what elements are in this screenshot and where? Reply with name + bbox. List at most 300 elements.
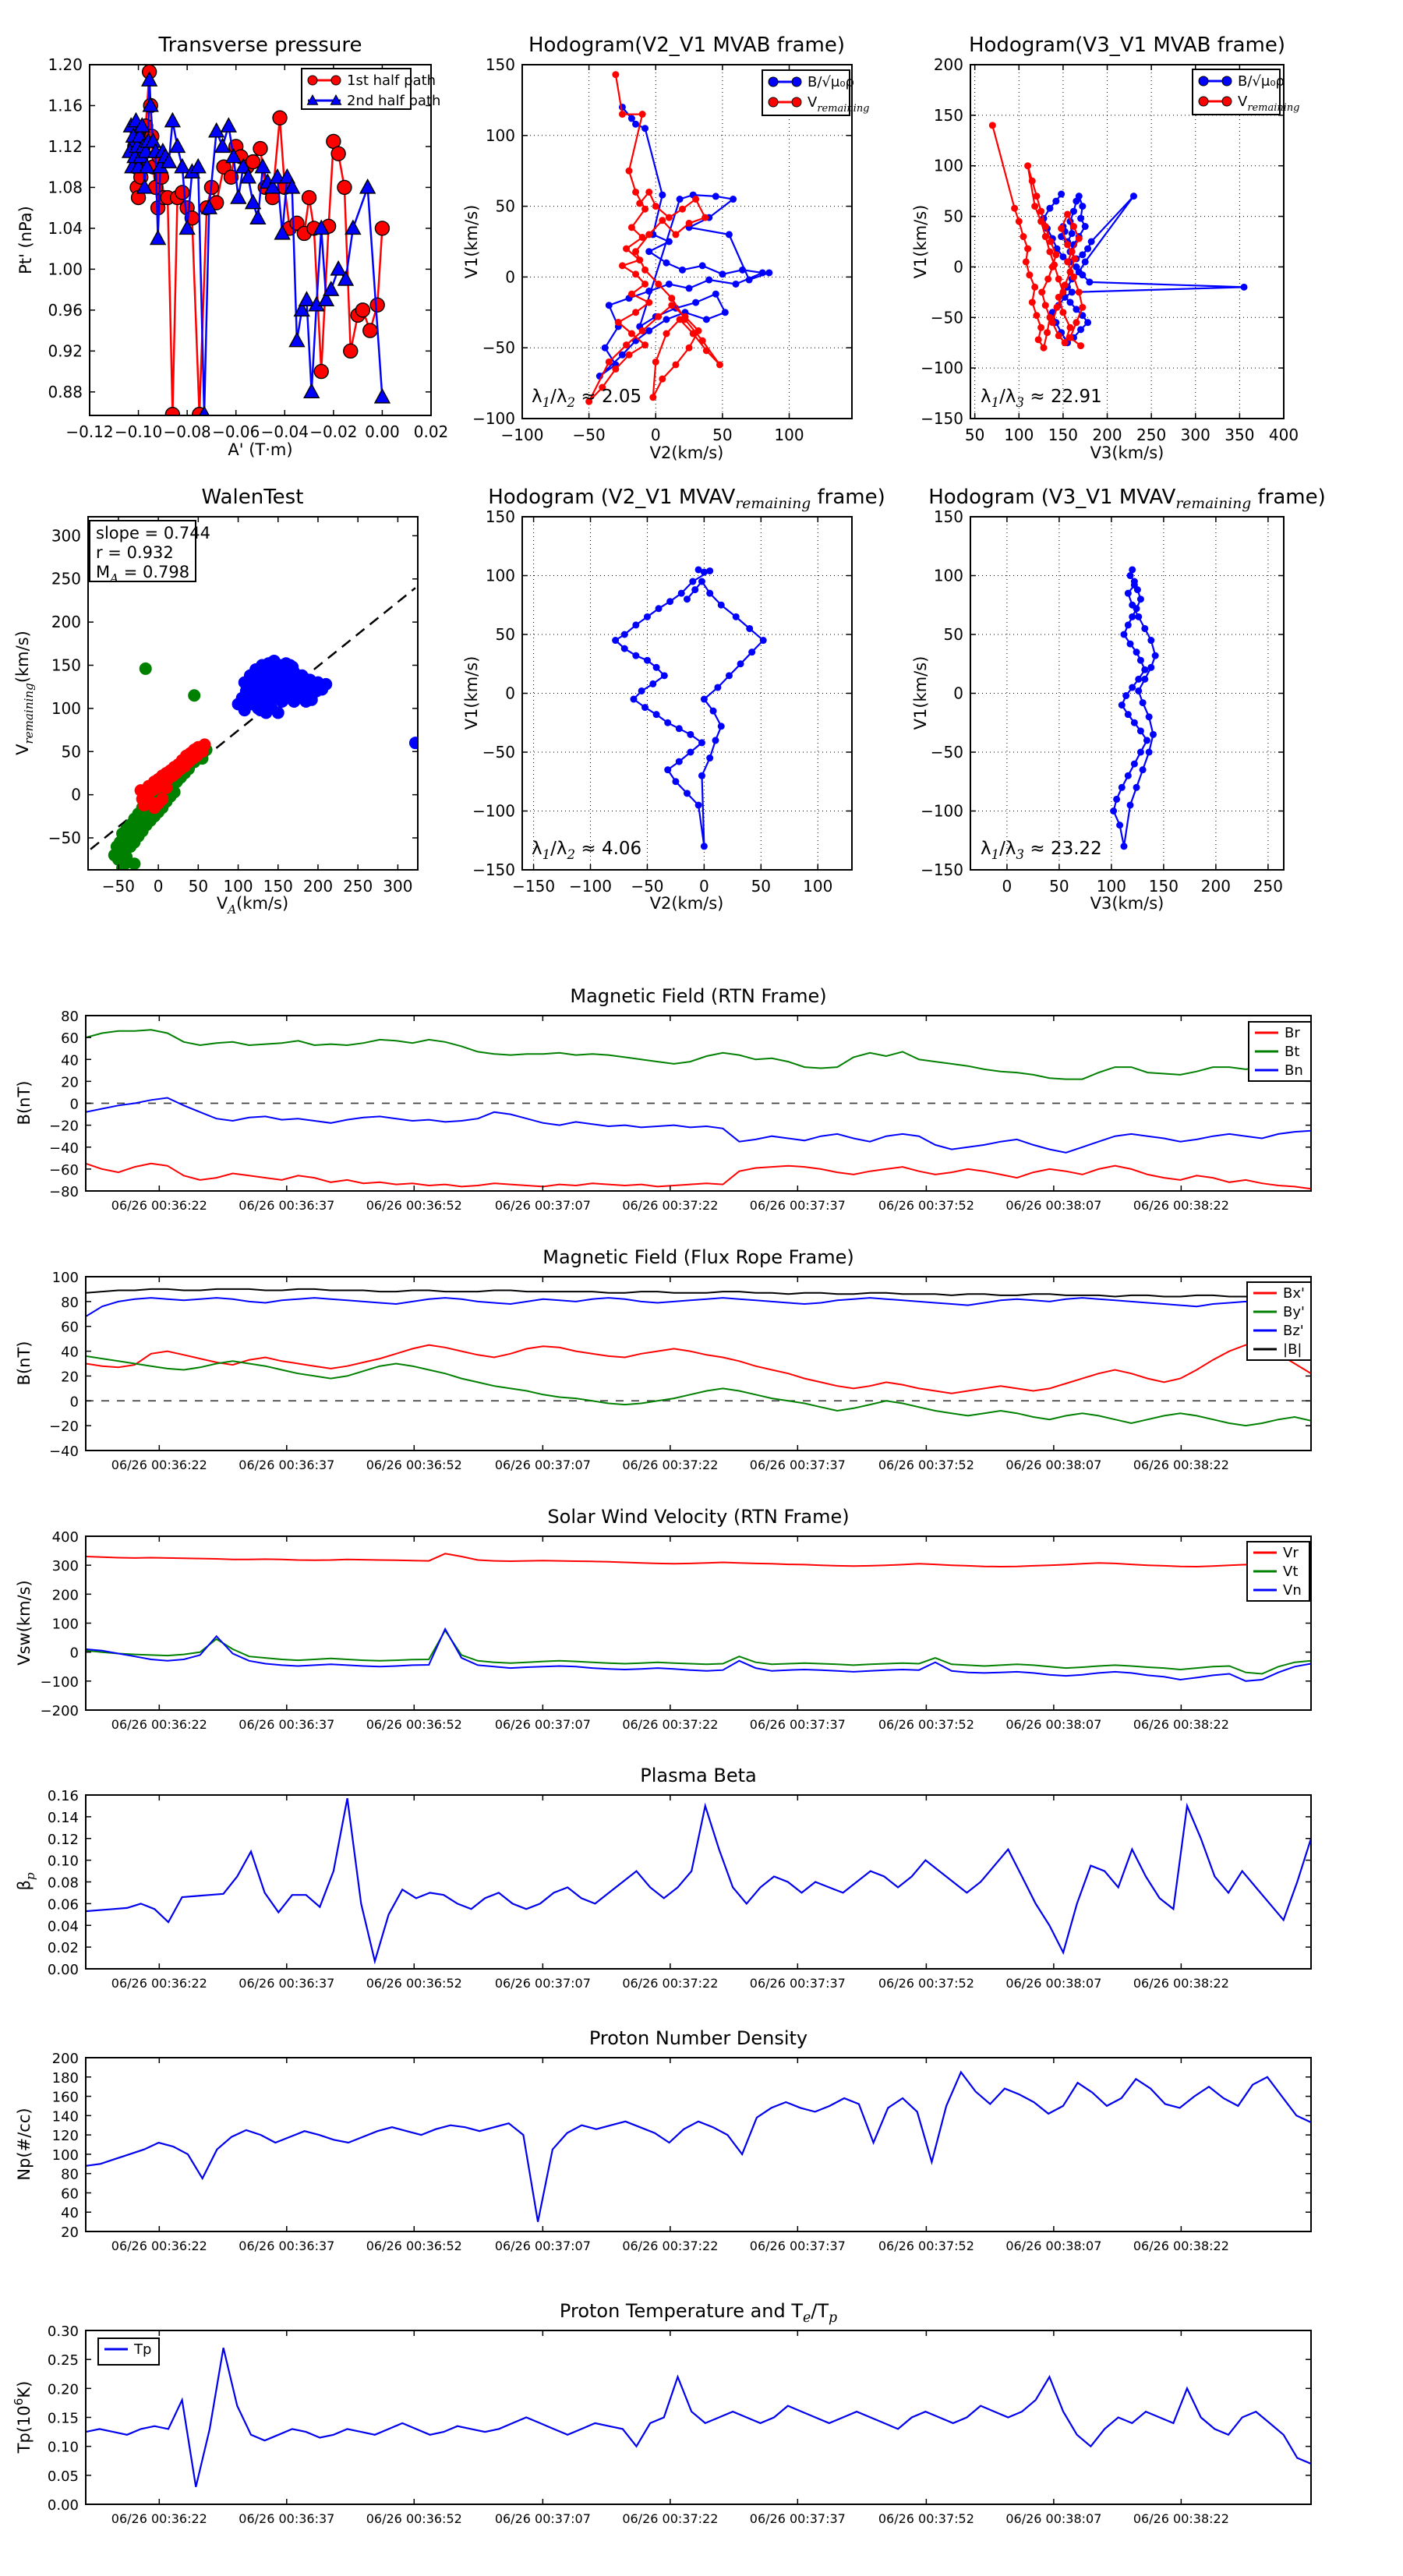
marker-dot <box>656 605 663 612</box>
point-blue-points <box>409 737 422 749</box>
marker-dot <box>672 231 679 238</box>
marker-dot <box>663 260 670 267</box>
y-tick-label: 50 <box>495 625 515 644</box>
y-tick-label: 300 <box>51 526 81 546</box>
series-group <box>86 1030 1311 1189</box>
marker-dot <box>699 337 706 345</box>
marker-triangle <box>170 139 185 153</box>
marker-dot <box>619 262 626 269</box>
legend-marker <box>1199 97 1208 106</box>
y-tick-label: 0.00 <box>47 2497 79 2514</box>
marker-dot <box>706 590 713 597</box>
marker-dot <box>1042 302 1049 309</box>
marker-dot <box>641 206 648 213</box>
point-blue-points <box>306 694 318 706</box>
x-tick-label: 06/26 00:37:52 <box>878 1976 974 1991</box>
plot-border <box>522 517 852 870</box>
y-tick-label: 140 <box>51 2108 79 2125</box>
marker-dot <box>655 313 662 320</box>
marker-dot <box>632 189 639 196</box>
y-tick-label: 0.12 <box>47 1831 79 1848</box>
y-tick-label: 0.96 <box>48 300 83 320</box>
marker-dot <box>701 696 708 703</box>
plot-border <box>86 2058 1311 2231</box>
marker-dot <box>765 269 772 276</box>
y-tick-label: 60 <box>61 2186 79 2203</box>
marker-dot <box>714 684 721 691</box>
marker-dot <box>1125 621 1132 628</box>
legend-marker <box>1222 76 1232 86</box>
x-tick-label: 0 <box>650 426 661 444</box>
y-tick-label: 0.20 <box>47 2381 79 2398</box>
panel-p6 <box>911 486 1326 913</box>
y-tick-label: 0.02 <box>47 1940 79 1957</box>
marker-triangle <box>304 384 319 398</box>
y-tick-label: 1.16 <box>48 96 83 115</box>
y-tick-label: −50 <box>482 338 515 358</box>
ticks <box>86 1795 1311 1969</box>
marker-dot <box>1044 329 1051 336</box>
marker-dot <box>644 613 651 620</box>
marker-circle <box>370 298 384 312</box>
marker-dot <box>1135 687 1142 694</box>
marker-dot <box>1038 288 1045 295</box>
x-tick-label: 06/26 00:38:22 <box>1133 1198 1229 1213</box>
marker-dot <box>676 725 683 732</box>
marker-dot <box>1029 299 1036 306</box>
marker-dot <box>1042 233 1049 240</box>
y-tick-label: −50 <box>482 743 515 761</box>
marker-dot <box>1141 666 1148 673</box>
marker-circle <box>344 344 358 358</box>
marker-triangle <box>165 113 180 127</box>
x-tick-label: 06/26 00:37:22 <box>622 2239 719 2253</box>
series-group <box>612 566 767 850</box>
marker-dot <box>630 696 637 703</box>
marker-dot <box>1146 749 1153 756</box>
marker-dot <box>1037 208 1044 215</box>
marker-dot <box>1016 218 1023 225</box>
y-tick-label: 120 <box>51 2128 79 2145</box>
y-tick-label: 50 <box>943 207 963 226</box>
y-tick-label: 20 <box>61 2224 79 2241</box>
legend-label: Bx' <box>1283 1285 1305 1302</box>
x-axis-label: $V_A(km/s)$ <box>216 894 289 917</box>
marker-dot <box>737 660 744 667</box>
marker-dot <box>1147 637 1154 644</box>
marker-dot <box>623 246 630 253</box>
y-tick-label: 0.92 <box>48 341 83 361</box>
point-green-points <box>140 663 152 675</box>
y-tick-label: 0.10 <box>47 1853 79 1870</box>
panel-p5 <box>462 486 885 913</box>
x-tick-label: −100 <box>569 877 612 896</box>
x-tick-label: 0 <box>1002 877 1012 896</box>
marker-circle <box>363 323 377 337</box>
y-tick-label: −80 <box>49 1184 79 1200</box>
y-tick-label: 250 <box>51 569 81 588</box>
marker-triangle <box>215 139 230 153</box>
marker-dot <box>1031 284 1038 291</box>
marker-dot <box>1082 258 1089 265</box>
marker-dot <box>1058 225 1065 232</box>
marker-dot <box>1055 294 1062 301</box>
x-tick-label: 200 <box>1200 877 1231 896</box>
marker-dot <box>645 288 652 295</box>
y-axis-label: Pt' (nPa) <box>16 206 35 274</box>
x-tick-label: −0.10 <box>114 422 163 441</box>
marker-dot <box>602 345 609 352</box>
marker-dot <box>639 111 646 118</box>
marker-dot <box>619 111 626 118</box>
marker-dot <box>1069 288 1076 295</box>
legend-label: Bt <box>1285 1044 1300 1060</box>
marker-dot <box>1119 701 1126 708</box>
marker-dot <box>668 295 675 302</box>
x-tick-label: 06/26 00:38:07 <box>1005 1976 1102 1991</box>
marker-dot <box>726 231 733 238</box>
x-tick-label: 06/26 00:37:52 <box>878 1717 974 1732</box>
y-tick-label: 0 <box>71 785 81 804</box>
x-tick-label: 100 <box>803 877 833 896</box>
x-tick-label: 06/26 00:36:52 <box>366 1458 462 1472</box>
marker-dot <box>1127 801 1134 808</box>
y-tick-label: −20 <box>49 1419 79 1436</box>
y-tick-label: 0.06 <box>47 1896 79 1913</box>
legend-label: B/√μ₀ρ <box>808 74 854 90</box>
x-tick-label: 06/26 00:36:52 <box>366 1198 462 1213</box>
marker-dot <box>663 330 670 337</box>
x-axis-label: V3(km/s) <box>1090 443 1164 462</box>
marker-dot <box>655 281 662 288</box>
marker-dot <box>739 267 746 274</box>
ticks <box>970 65 1284 419</box>
marker-dot <box>1070 208 1077 215</box>
annotation: $\lambda_1/\lambda_2 \approx 4.06$ <box>532 839 642 862</box>
x-tick-label: 06/26 00:36:37 <box>239 1717 335 1732</box>
marker-dot <box>1129 613 1136 620</box>
series-Vn <box>86 1629 1311 1681</box>
y-tick-label: 50 <box>495 196 515 216</box>
stats-line: $M_A = 0.798$ <box>96 563 190 585</box>
y-tick-label: 50 <box>943 625 963 644</box>
x-tick-label: 06/26 00:37:52 <box>878 2511 974 2526</box>
y-tick-label: 100 <box>51 1270 79 1286</box>
legend-label: Bn <box>1285 1062 1303 1079</box>
point-blue-points <box>320 678 332 691</box>
y-tick-label: −150 <box>472 860 515 879</box>
marker-dot <box>702 214 709 221</box>
marker-circle <box>331 147 345 161</box>
x-tick-label: 06/26 00:36:22 <box>111 1458 207 1472</box>
marker-dot <box>695 801 702 808</box>
y-tick-label: −150 <box>921 409 963 428</box>
legend-label: 1st half path <box>347 72 436 89</box>
marker-dot <box>1073 263 1080 270</box>
y-tick-label: 100 <box>485 566 515 585</box>
marker-dot <box>1029 178 1036 185</box>
marker-dot <box>1062 339 1069 346</box>
x-tick-label: 06/26 00:38:22 <box>1133 1458 1229 1472</box>
series-V2-V1-walk <box>616 570 764 846</box>
marker-dot <box>686 284 693 292</box>
x-tick-label: 0.00 <box>365 422 400 441</box>
marker-dot <box>1143 737 1150 744</box>
x-tick-label: 06/26 00:37:37 <box>749 1458 846 1472</box>
marker-dot <box>1073 306 1080 313</box>
marker-dot <box>628 115 635 122</box>
plot-border <box>86 1536 1311 1710</box>
annotation: $\lambda_1/\lambda_3 \approx 22.91$ <box>981 387 1102 410</box>
legend <box>1249 1022 1311 1081</box>
marker-dot <box>612 71 619 78</box>
marker-dot <box>698 578 705 585</box>
marker-dot <box>1147 664 1154 671</box>
y-axis-label: Np(#/cc) <box>15 2108 34 2181</box>
panel-ts6 <box>12 2300 1311 2526</box>
x-tick-label: 50 <box>712 426 733 444</box>
marker-dot <box>687 731 694 738</box>
x-tick-label: 06/26 00:37:22 <box>622 1198 719 1213</box>
marker-dot <box>1076 235 1083 242</box>
x-tick-label: 06/26 00:37:22 <box>622 2511 719 2526</box>
marker-dot <box>1152 652 1159 659</box>
marker-dot <box>1077 215 1084 222</box>
marker-dot <box>1073 319 1080 326</box>
x-tick-label: 06/26 00:37:22 <box>622 1717 719 1732</box>
marker-dot <box>679 206 686 213</box>
marker-triangle <box>221 118 236 133</box>
y-tick-label: 0.25 <box>47 2352 79 2369</box>
marker-dot <box>1051 261 1058 268</box>
x-tick-label: −0.02 <box>309 422 358 441</box>
marker-dot <box>636 200 643 207</box>
y-tick-label: 0.88 <box>48 382 83 401</box>
x-tick-label: 06/26 00:38:07 <box>1005 1198 1102 1213</box>
marker-triangle <box>331 261 346 275</box>
x-tick-label: 06/26 00:36:52 <box>366 2511 462 2526</box>
x-tick-label: −0.08 <box>163 422 211 441</box>
marker-dot <box>760 637 767 644</box>
marker-dot <box>1033 193 1040 200</box>
series-Tp <box>86 2348 1311 2486</box>
y-tick-label: 400 <box>51 1529 79 1546</box>
marker-triangle <box>150 231 165 245</box>
panel-title: Magnetic Field (Flux Rope Frame) <box>542 1246 854 1268</box>
y-tick-label: 100 <box>51 698 81 718</box>
marker-triangle <box>345 221 360 235</box>
x-tick-label: 50 <box>188 877 209 896</box>
point-blue-points <box>272 706 284 719</box>
marker-dot <box>1066 324 1073 331</box>
marker-dot <box>1037 324 1044 331</box>
y-axis-label: B(nT) <box>15 1080 34 1125</box>
point-red-points <box>135 784 147 797</box>
x-tick-label: −50 <box>572 426 606 444</box>
y-tick-label: 200 <box>933 55 963 74</box>
marker-circle <box>314 365 328 379</box>
series-Bt <box>86 1030 1311 1079</box>
y-tick-label: 40 <box>61 2205 79 2222</box>
panel-title: Proton Temperature and $T_e/T_p$ <box>559 2300 838 2326</box>
marker-circle <box>253 142 267 156</box>
legend-label: Vt <box>1283 1564 1299 1580</box>
x-tick-label: −0.06 <box>212 422 260 441</box>
marker-dot <box>661 672 668 679</box>
legend-label: Vr <box>1283 1545 1299 1561</box>
legend-label: Tp <box>134 2341 152 2358</box>
point-green-points <box>122 856 134 868</box>
marker-dot <box>1066 299 1073 306</box>
x-tick-label: 06/26 00:37:22 <box>622 1458 719 1472</box>
x-tick-label: 06/26 00:37:52 <box>878 2239 974 2253</box>
marker-dot <box>1086 278 1093 285</box>
x-tick-label: −50 <box>631 877 664 896</box>
marker-dot <box>666 281 673 288</box>
marker-dot <box>1140 699 1147 706</box>
marker-circle <box>302 191 316 205</box>
marker-dot <box>686 220 693 227</box>
series-group <box>86 2072 1311 2222</box>
x-tick-label: 06/26 00:36:37 <box>239 2511 335 2526</box>
marker-dot <box>706 754 713 761</box>
marker-dot <box>748 648 755 655</box>
marker-dot <box>989 122 996 129</box>
y-tick-label: −100 <box>472 801 515 821</box>
marker-dot <box>636 256 643 263</box>
x-tick-label: 06/26 00:36:37 <box>239 1198 335 1213</box>
marker-dot <box>701 843 708 850</box>
marker-dot <box>1125 711 1132 718</box>
marker-dot <box>677 196 684 203</box>
x-tick-label: 0 <box>153 877 164 896</box>
marker-circle <box>375 221 389 235</box>
marker-dot <box>641 125 648 132</box>
panel-title: Proton Number Density <box>588 2027 808 2049</box>
y-tick-label: 40 <box>61 1344 79 1361</box>
y-tick-label: 40 <box>61 1052 79 1069</box>
y-tick-label: 150 <box>933 105 963 125</box>
marker-dot <box>1023 258 1030 265</box>
marker-triangle <box>289 333 304 347</box>
marker-dot <box>1135 676 1142 683</box>
x-tick-label: 350 <box>1225 426 1255 444</box>
y-tick-label: 80 <box>61 1294 79 1311</box>
marker-dot <box>719 270 726 277</box>
legend-marker <box>792 97 801 107</box>
x-tick-label: 250 <box>1253 877 1283 896</box>
marker-dot <box>612 637 619 644</box>
marker-dot <box>692 299 699 306</box>
legend-marker <box>769 97 778 107</box>
x-tick-label: 06/26 00:38:22 <box>1133 1976 1229 1991</box>
marker-dot <box>659 376 666 383</box>
series-Bx' <box>86 1345 1311 1394</box>
legend-marker <box>769 77 778 87</box>
x-tick-label: 300 <box>1180 426 1210 444</box>
marker-dot <box>664 719 671 726</box>
series-group <box>86 1798 1311 1961</box>
x-axis-label: A' (T·m) <box>228 440 293 459</box>
grid <box>522 65 852 419</box>
marker-dot <box>681 316 688 323</box>
y-tick-label: 0.05 <box>47 2468 79 2485</box>
x-tick-label: 06/26 00:37:07 <box>494 1458 591 1472</box>
marker-dot <box>759 269 766 276</box>
x-tick-label: 100 <box>1096 877 1126 896</box>
marker-dot <box>1049 319 1056 326</box>
marker-dot <box>626 352 633 359</box>
marker-dot <box>692 196 699 203</box>
legend <box>1247 1282 1311 1360</box>
y-tick-label: 150 <box>51 655 81 675</box>
marker-dot <box>1024 162 1031 169</box>
marker-dot <box>1026 271 1033 278</box>
y-axis-label: V1(km/s) <box>462 204 481 279</box>
y-tick-label: 160 <box>51 2089 79 2106</box>
marker-dot <box>733 281 740 288</box>
x-tick-label: 06/26 00:36:37 <box>239 2239 335 2253</box>
x-tick-label: −50 <box>101 877 136 896</box>
panel-p3 <box>911 34 1299 462</box>
y-tick-label: −50 <box>930 308 963 327</box>
marker-dot <box>653 664 660 671</box>
marker-dot <box>1127 641 1134 648</box>
marker-dot <box>1055 275 1062 282</box>
x-tick-label: 06/26 00:38:07 <box>1005 1717 1102 1732</box>
x-tick-label: 06/26 00:38:22 <box>1133 1717 1229 1732</box>
y-tick-label: 0 <box>505 267 515 287</box>
annotation: $\lambda_1/\lambda_3 \approx 23.22$ <box>981 839 1102 862</box>
grid <box>522 517 852 870</box>
marker-dot <box>666 239 673 246</box>
marker-dot <box>1140 766 1147 773</box>
marker-dot <box>1031 203 1038 210</box>
marker-dot <box>699 262 706 269</box>
panel-title: Hodogram(V2_V1 MVAB frame) <box>528 34 846 57</box>
series-group <box>585 71 772 405</box>
marker-triangle <box>250 210 265 224</box>
marker-dot <box>746 625 753 632</box>
marker-dot <box>645 189 652 196</box>
y-tick-label: 0 <box>953 257 963 277</box>
marker-dot <box>632 652 639 659</box>
x-tick-label: 06/26 00:37:52 <box>878 1198 974 1213</box>
marker-dot <box>718 723 725 730</box>
marker-dot <box>1131 581 1138 588</box>
y-axis-label: $V_{remaining}(km/s)$ <box>13 631 36 755</box>
marker-dot <box>628 330 635 337</box>
marker-dot <box>686 345 693 352</box>
y-axis-label: B(nT) <box>15 1341 34 1386</box>
y-axis-label: V1(km/s) <box>462 655 481 730</box>
marker-dot <box>1135 613 1142 620</box>
y-tick-label: 80 <box>61 2166 79 2183</box>
marker-dot <box>1059 309 1066 316</box>
series-Np <box>86 2072 1311 2222</box>
y-axis-label: V1(km/s) <box>911 204 930 279</box>
plot-border <box>86 1795 1311 1969</box>
y-tick-label: 0.04 <box>47 1918 79 1935</box>
marker-triangle <box>231 190 246 203</box>
marker-dot <box>712 193 719 200</box>
marker-dot <box>1053 304 1060 311</box>
marker-dot <box>672 361 679 368</box>
point-green-points <box>188 689 200 701</box>
x-tick-label: 06/26 00:36:37 <box>239 1976 335 1991</box>
marker-dot <box>626 168 633 175</box>
series-group <box>86 2348 1311 2486</box>
